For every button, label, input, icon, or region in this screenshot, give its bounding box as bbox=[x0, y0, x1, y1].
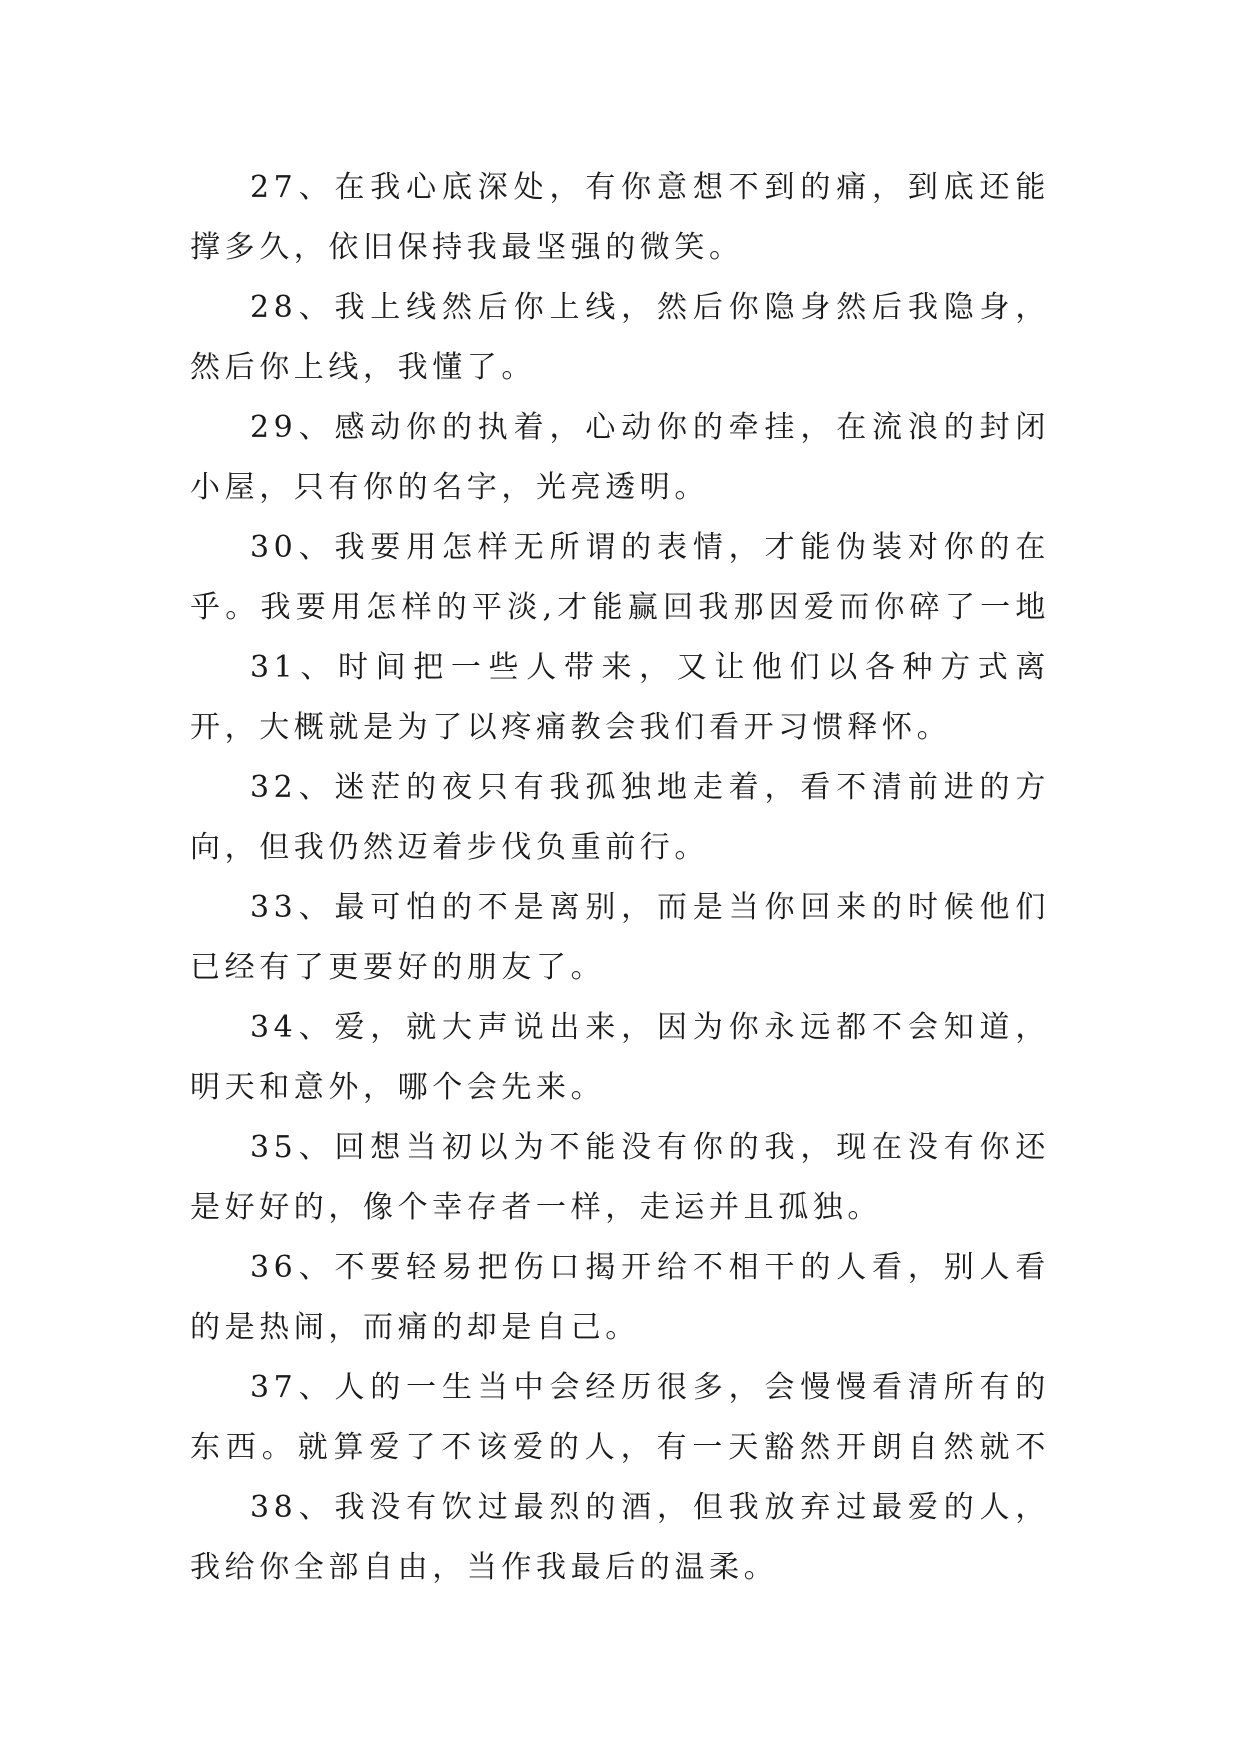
paragraph-29: 29、感动你的执着，心动你的牵挂，在流浪的封闭小屋，只有你的名字，光亮透明。 bbox=[190, 410, 1050, 505]
paragraph-33: 33、最可怕的不是离别，而是当你回来的时候他们已经有了更要好的朋友了。 bbox=[190, 890, 1050, 985]
paragraph-30: 30、我要用怎样无所谓的表情，才能伪装对你的在乎。我要用怎样的平淡,才能赢回我那因爱而你碎了一地 bbox=[190, 530, 1050, 625]
paragraph-36: 36、不要轻易把伤口揭开给不相干的人看，别人看的是热闹，而痛的却是自己。 bbox=[190, 1250, 1050, 1345]
paragraph-38: 38、我没有饮过最烈的酒，但我放弃过最爱的人，我给你全部自由，当作我最后的温柔。 bbox=[190, 1490, 1050, 1585]
document-body bbox=[190, 158, 1050, 1598]
paragraph-32: 32、迷茫的夜只有我孤独地走着，看不清前进的方向，但我仍然迈着步伐负重前行。 bbox=[190, 770, 1050, 865]
paragraph-31: 31、时间把一些人带来，又让他们以各种方式离开，大概就是为了以疼痛教会我们看开习惯释怀。 bbox=[190, 650, 1050, 745]
paragraph-37: 37、人的一生当中会经历很多，会慢慢看清所有的东西。就算爱了不该爱的人，有一天豁然开朗自然就不 bbox=[190, 1370, 1050, 1465]
paragraph-35: 35、回想当初以为不能没有你的我，现在没有你还是好好的，像个幸存者一样，走运并且孤独。 bbox=[190, 1130, 1050, 1225]
paragraph-34: 34、爱，就大声说出来，因为你永远都不会知道，明天和意外，哪个会先来。 bbox=[190, 1010, 1050, 1105]
paragraph-28: 28、我上线然后你上线，然后你隐身然后我隐身，然后你上线，我懂了。 bbox=[190, 290, 1050, 385]
paragraph-27: 27、在我心底深处，有你意想不到的痛，到底还能撑多久，依旧保持我最坚强的微笑。 bbox=[190, 170, 1050, 265]
